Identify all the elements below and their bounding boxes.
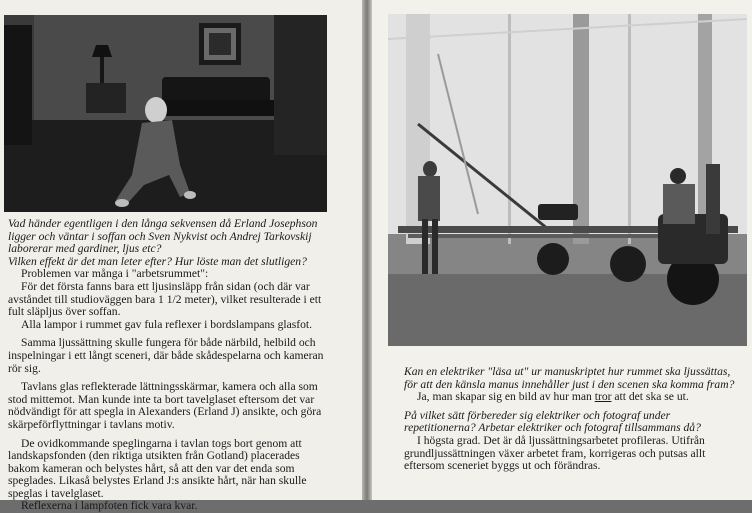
paragraph: Alla lampor i rummet gav fula reflexer i bordslampans glasfot.: [21, 317, 313, 331]
set-construction-image: [388, 14, 747, 346]
book-spine: [362, 0, 372, 500]
paragraph: För det första fanns bara ett ljusinsläpp från sidan (och där var avståndet till studioväggen bara 1 1/2 meter), vilket resulterade i ett fult släpljus över soffan.: [8, 279, 322, 319]
answer-paragraph: [404, 391, 738, 404]
answer-text: att det ska se ut.: [611, 390, 689, 404]
answer-paragraph: I högsta grad. Det är då ljussättningsarbetet profileras. Utifrån grundljussättningen växer arbetet fram, korrigeras och putsas allt eftersom sceneriet byggs ut och förändras.: [404, 433, 706, 473]
paragraph: Tavlans glas reflekterade lättningsskärmar, kamera och alla som stod mittemot. Man kunde inte ta bort tavelglaset eftersom det var nödvändigt för att spegla in Alexanders (Erland J) ansikte, och göra skärpeförflyttningar i tavlans motiv.: [8, 380, 322, 431]
paragraph: Reflexerna i lampfoten fick vara kvar.: [21, 499, 198, 513]
interior-photo-image: [4, 15, 327, 212]
right-page-text: [404, 366, 738, 473]
interview-question: Kan en elektriker "läsa ut" ur manuskriptet hur rummet ska ljussättas, för att den känsla manus innehåller just i den scenen ska komma fram?: [404, 365, 735, 391]
answer-text: Ja, man skapar sig en bild av hur man: [417, 390, 595, 404]
underlined-word: tror: [594, 390, 612, 404]
paragraph: Problemen var många i "arbetsrummet":: [21, 267, 209, 281]
interior-photo: [4, 15, 327, 212]
interview-question: Vilken effekt är det man leter efter? Hur löste man det slutligen?: [8, 254, 307, 268]
left-page-text: [8, 218, 328, 513]
paragraph: Samma ljussättning skulle fungera för både närbild, helbild och inspelningar i ett långt sceneri, där både skådespelarna och kameran rör sig.: [8, 336, 324, 375]
set-construction-photo: [388, 14, 747, 346]
interview-question: Vad händer egentligen i den långa sekvensen då Erland Josephson ligger och väntar i soffan och Sven Nykvist och Andrej Tarkovskij laborerar med gardiner, ljus etc?: [8, 217, 318, 256]
interview-question: På vilket sätt förbereder sig elektriker och fotograf under repetitionerna? Arbetar elektriker och fotograf tillsammans då?: [404, 408, 701, 435]
paragraph: De ovidkommande speglingarna i tavlan togs bort genom att landskapsfonden (den riktiga utsikten från Gotland) placerades bakom kameran och belystes hårt, så att den var det enda som speglades. Likaså belystes Erland J:s ansikte hårt, när han skulle speglas i tavelglaset.: [8, 436, 307, 500]
